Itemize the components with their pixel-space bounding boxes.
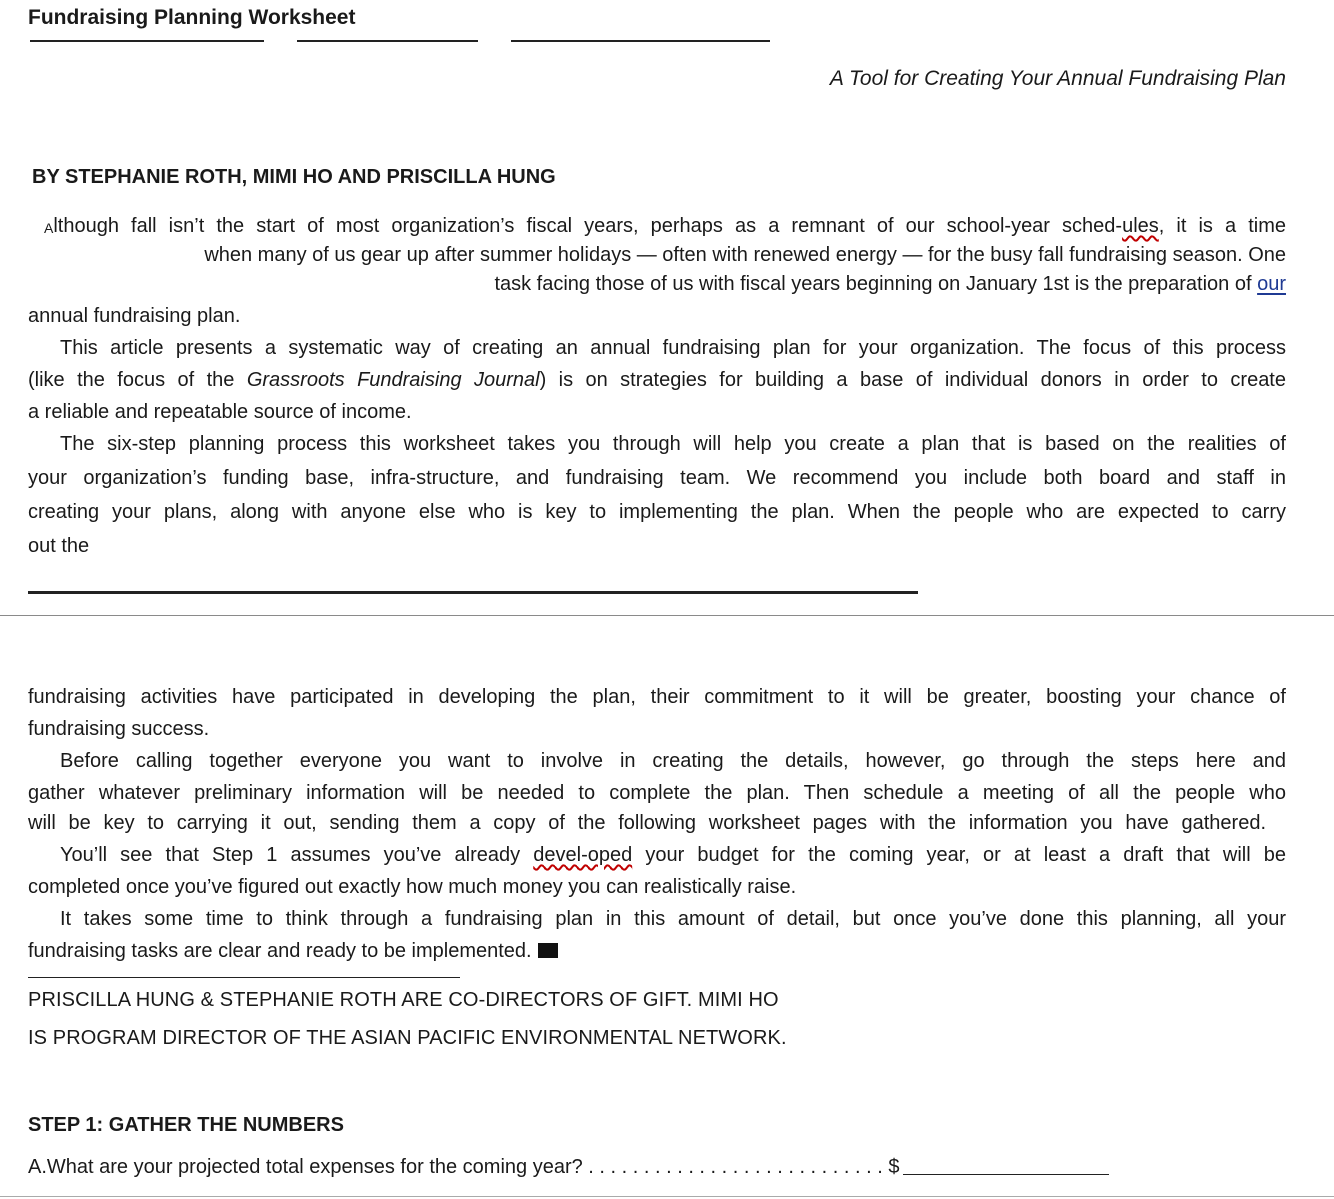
- intro-line-1: Although fall isn’t the start of most organization’s fiscal years, perhaps as a remnant of our school-year sched-ules, it is a time: [44, 215, 1286, 237]
- intro-line-2: when many of us gear up after summer holidays — often with renewed energy — for the busy fall fundraising season. One: [204, 244, 1286, 266]
- document-subtitle: A Tool for Creating Your Annual Fundraising Plan: [829, 67, 1286, 90]
- page2-para4-line-2: fundraising tasks are clear and ready to be implemented.: [28, 940, 558, 963]
- page-break: [0, 615, 1334, 616]
- expenses-answer-field[interactable]: [903, 1156, 1109, 1175]
- para2-line-3: a reliable and repeatable source of income.: [28, 401, 412, 423]
- intro-line-3: task facing those of us with fiscal years beginning on January 1st is the preparation of our: [494, 273, 1286, 295]
- intro-line-4: annual fundraising plan.: [28, 305, 241, 327]
- page2-para2-line-3: will be key to carrying it out, sending them a copy of the following worksheet pages with the information you have gathered.: [28, 812, 1266, 834]
- spelling-flag: ules: [1122, 215, 1159, 237]
- page2-para1-line-2: fundraising success.: [28, 718, 210, 740]
- page2-para3-line-2: completed once you’ve figured out exactly how much money you can realistically raise.: [28, 876, 797, 898]
- page2-para3-line-1: You’ll see that Step 1 assumes you’ve already devel-oped your budget for the coming year, or at least a draft that will be: [60, 844, 1287, 866]
- step1-heading: STEP 1: GATHER THE NUMBERS: [28, 1114, 344, 1136]
- bottom-edge: [0, 1196, 1334, 1197]
- para2-line-1: This article presents a systematic way of creating an annual fundraising plan for your organization. The focus of this process: [60, 337, 1286, 359]
- header-rule-2: [297, 40, 478, 42]
- our-link[interactable]: our: [1257, 273, 1286, 295]
- authors-note-line-1: PRISCILLA HUNG & STEPHANIE ROTH ARE CO-DIRECTORS OF GIFT. MIMI HO: [28, 989, 779, 1011]
- para3-line-1: The six-step planning process this worksheet takes you through will help you create a plan that is based on the realities of: [60, 433, 1286, 455]
- page2-para4-line-1: It takes some time to think through a fundraising plan in this amount of detail, but once you’ve done this planning, all your: [60, 908, 1286, 930]
- page2-para2-line-1: Before calling together everyone you want to involve in creating the details, however, go through the steps here and: [60, 750, 1286, 772]
- page2-para2-line-2: gather whatever preliminary information will be needed to complete the plan. Then schedule a meeting of all the people who: [28, 782, 1286, 804]
- para3-line-2: your organization’s funding base, infra-structure, and fundraising team. We recommend you include both board and staff in: [28, 467, 1286, 489]
- para3-line-3: creating your plans, along with anyone else who is key to implementing the plan. When the people who are expected to carry: [28, 501, 1286, 523]
- para3-line-4: out the: [28, 535, 90, 557]
- drop-cap: A: [44, 220, 54, 236]
- author-byline: BY STEPHANIE ROTH, MIMI HO AND PRISCILLA HUNG: [32, 166, 556, 188]
- journal-title: Grassroots Fundraising Journal: [246, 369, 540, 391]
- authors-note-line-2: IS PROGRAM DIRECTOR OF THE ASIAN PACIFIC ENVIRONMENTAL NETWORK.: [28, 1027, 787, 1049]
- footnote-rule: [28, 591, 918, 594]
- header-rule-1: [30, 40, 264, 42]
- end-of-article-mark: [538, 943, 558, 958]
- page2-para1-line-1: fundraising activities have participated in developing the plan, their commitment to it will be greater, boosting your chance of: [28, 686, 1286, 708]
- para2-line-2: (like the focus of the Grassroots Fundraising Journal) is on strategies for building a base of individual donors in order to create: [28, 369, 1286, 391]
- document-title: Fundraising Planning Worksheet: [28, 6, 356, 29]
- header-rule-3: [511, 40, 770, 42]
- spelling-flag: devel-oped: [533, 844, 633, 866]
- note-rule: [28, 977, 460, 978]
- step1-question-a: A.What are your projected total expenses for the coming year? . . . . . . . . . . . . . . . . . . . . . . . . . . . $: [28, 1156, 1109, 1179]
